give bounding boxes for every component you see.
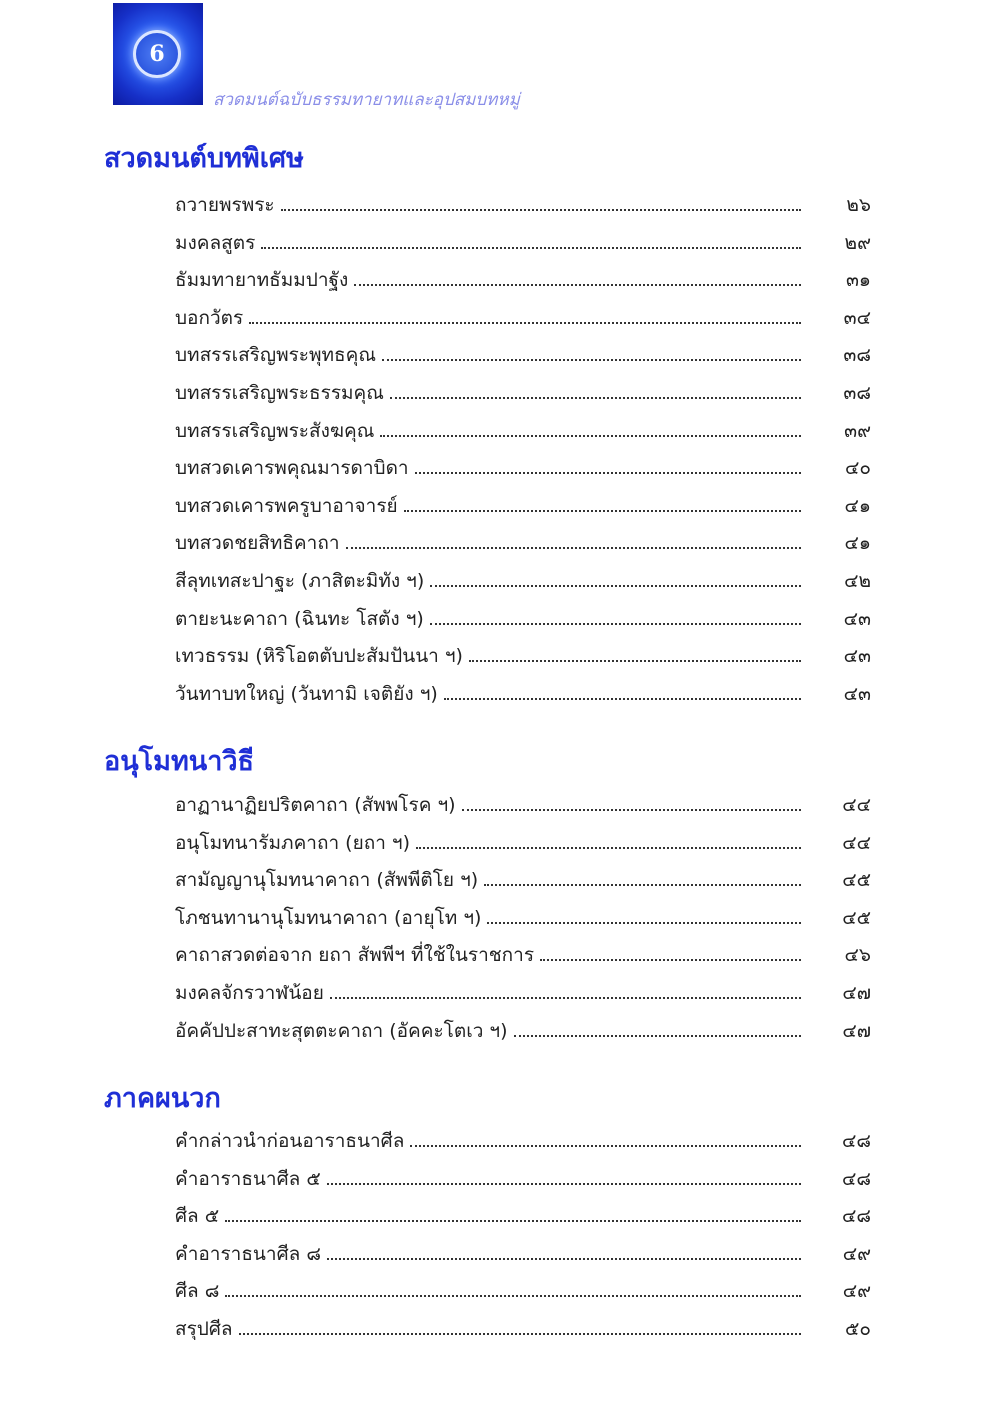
dot-leader: [327, 1183, 801, 1185]
toc-entry-title: โภชนทานานุโมทนาคาถา (อายุโท ฯ): [175, 906, 482, 929]
toc-entry-title: ธัมมทายาทธัมมปาฐัง: [175, 269, 349, 292]
toc-entry-page: ๔๙: [842, 1242, 871, 1265]
toc-entry-title: อัคคัปปะสาทะสุตตะคาถา (อัคคะโตเว ฯ): [175, 1019, 508, 1042]
toc-entry-page: ๓๑: [845, 269, 871, 292]
toc-entry-title: ถวายพรพระ: [175, 194, 275, 216]
toc-entry-page: ๓๘: [843, 344, 871, 367]
dot-leader: [330, 997, 801, 999]
dot-leader: [462, 809, 801, 811]
dot-leader: [249, 322, 801, 324]
toc-entry-page: ๒๙: [844, 231, 871, 254]
toc-entry-title: คำอาราธนาศีล ๕: [175, 1167, 321, 1190]
toc-entry: [175, 679, 871, 717]
toc-entry-page: ๕๐: [845, 1317, 871, 1340]
toc-entry: [175, 491, 871, 529]
toc-entry-page: ๔๘: [841, 1205, 871, 1228]
toc-entry: [175, 903, 871, 941]
toc-entry-title: ศีล ๘: [175, 1280, 220, 1303]
page-number: 6: [149, 41, 165, 67]
dot-leader: [487, 922, 801, 924]
toc-entry-page: ๔๒: [844, 569, 871, 592]
toc-entry-title: อนุโมทนารัมภคาถา (ยถา ฯ): [175, 831, 410, 854]
toc-entry: [175, 1201, 871, 1239]
toc-entry-page: ๔๘: [841, 1130, 871, 1152]
toc-entry-title: บทสวดชยสิทธิคาถา: [175, 532, 340, 555]
section-heading-anumodana: อนุโมทนาวิธี: [104, 746, 255, 777]
toc-entry-title: บทสวดเคารพครูบาอาจารย์: [175, 494, 398, 517]
dot-leader: [239, 1333, 801, 1335]
dot-leader: [430, 623, 801, 625]
toc-entry: [175, 1016, 871, 1054]
toc-entry-page: ๔๕: [842, 869, 871, 892]
toc-entry-title: บอกวัตร: [175, 306, 244, 329]
toc-entry-page: ๔๕: [842, 906, 871, 929]
toc-list-special-chants: [175, 190, 871, 716]
toc-entry-title: คำกล่าวนำก่อนอาราธนาศีล: [175, 1130, 405, 1152]
toc-entry-title: ตายะนะคาถา (ฉินทะ โสตัง ฯ): [175, 607, 424, 630]
toc-entry: [175, 340, 871, 378]
toc-entry-page: ๔๐: [845, 457, 871, 480]
toc-list-anumodana: [175, 790, 871, 1053]
toc-list-appendix: [175, 1126, 871, 1352]
page-number-ring: [133, 30, 181, 78]
dot-leader: [404, 510, 801, 512]
dot-leader: [225, 1295, 801, 1297]
dot-leader: [261, 247, 801, 249]
toc-entry-title: เทวธรรม (หิริโอตตับปะสัมปันนา ฯ): [175, 645, 463, 668]
toc-entry-page: ๓๘: [843, 381, 871, 404]
toc-entry: [175, 566, 871, 604]
toc-entry-title: คาถาสวดต่อจาก ยถา สัพพีฯ ที่ใช้ในราชการ: [175, 944, 535, 967]
toc-entry-title: บทสวดเคารพคุณมารดาบิดา: [175, 457, 409, 480]
toc-entry: [175, 528, 871, 566]
toc-entry: [175, 1314, 871, 1352]
page-number-badge: [113, 3, 203, 105]
toc-entry-page: ๔๑: [844, 532, 871, 555]
dot-leader: [346, 547, 802, 549]
toc-entry: [175, 416, 871, 454]
toc-entry-title: บทสรรเสริญพระสังฆคุณ: [175, 419, 375, 442]
toc-entry-title: คำอาราธนาศีล ๘: [175, 1242, 321, 1265]
section-heading-special-chants: สวดมนต์บทพิเศษ: [104, 143, 304, 174]
book-title: สวดมนต์ฉบับธรรมทายาทและอุปสมบทหมู่: [213, 90, 520, 110]
dot-leader: [225, 1220, 801, 1222]
toc-entry-page: ๔๔: [842, 794, 871, 816]
toc-entry: [175, 865, 871, 903]
dot-leader: [382, 359, 801, 361]
toc-entry-page: ๒๖: [846, 194, 871, 216]
toc-entry-page: ๔๓: [843, 645, 871, 668]
dot-leader: [327, 1258, 801, 1260]
toc-entry: [175, 1276, 871, 1314]
toc-entry: [175, 265, 871, 303]
toc-entry-title: สามัญญานุโมทนาคาถา (สัพพีติโย ฯ): [175, 869, 479, 892]
toc-entry-title: สีลุทเทสะปาฐะ (ภาสิตะมิทัง ฯ): [175, 569, 425, 592]
toc-entry-page: ๔๗: [842, 1019, 871, 1042]
dot-leader: [469, 660, 801, 662]
dot-leader: [415, 472, 801, 474]
dot-leader: [390, 397, 801, 399]
dot-leader: [354, 284, 801, 286]
section-heading-appendix: ภาคผนวก: [104, 1083, 221, 1114]
dot-leader: [484, 884, 801, 886]
dot-leader: [416, 847, 801, 849]
dot-leader: [281, 209, 801, 211]
dot-leader: [444, 698, 801, 700]
toc-entry: [175, 1126, 871, 1164]
toc-entry: [175, 790, 871, 828]
toc-entry-page: ๓๔: [843, 306, 871, 329]
toc-entry: [175, 228, 871, 266]
dot-leader: [410, 1145, 801, 1147]
dot-leader: [540, 959, 801, 961]
toc-entry-title: มงคลจักรวาฬน้อย: [175, 981, 324, 1004]
dot-leader: [514, 1035, 802, 1037]
toc-entry: [175, 940, 871, 978]
dot-leader: [380, 435, 801, 437]
toc-entry: [175, 828, 871, 866]
toc-entry: [175, 303, 871, 341]
toc-entry: [175, 641, 871, 679]
toc-entry-title: บทสรรเสริญพระธรรมคุณ: [175, 381, 384, 404]
toc-entry-title: วันทาบทใหญ่ (วันทามิ เจติยัง ฯ): [175, 682, 438, 705]
toc-entry-page: ๔๑: [844, 494, 871, 517]
toc-entry-title: ศีล ๕: [175, 1205, 220, 1228]
toc-entry: [175, 378, 871, 416]
toc-entry-page: ๔๘: [841, 1167, 871, 1190]
toc-entry-title: สรุปศีล: [175, 1317, 233, 1340]
toc-entry: [175, 978, 871, 1016]
toc-entry: [175, 604, 871, 642]
toc-entry-page: ๔๓: [843, 607, 871, 630]
toc-entry-title: บทสรรเสริญพระพุทธคุณ: [175, 344, 376, 367]
dot-leader: [430, 585, 801, 587]
toc-entry-page: ๔๖: [844, 944, 871, 967]
toc-entry: [175, 453, 871, 491]
toc-entry-title: มงคลสูตร: [175, 231, 256, 254]
toc-entry-page: ๓๙: [844, 419, 871, 442]
toc-entry: [175, 1164, 871, 1202]
toc-entry-page: ๔๔: [842, 831, 871, 854]
toc-entry-page: ๔๗: [842, 981, 871, 1004]
toc-entry-page: ๔๙: [842, 1280, 871, 1303]
toc-entry: [175, 1239, 871, 1277]
toc-entry: [175, 190, 871, 228]
toc-entry-page: ๔๓: [843, 682, 871, 705]
toc-entry-title: อาฏานาฏิยปริตคาถา (สัพพโรค ฯ): [175, 794, 456, 816]
